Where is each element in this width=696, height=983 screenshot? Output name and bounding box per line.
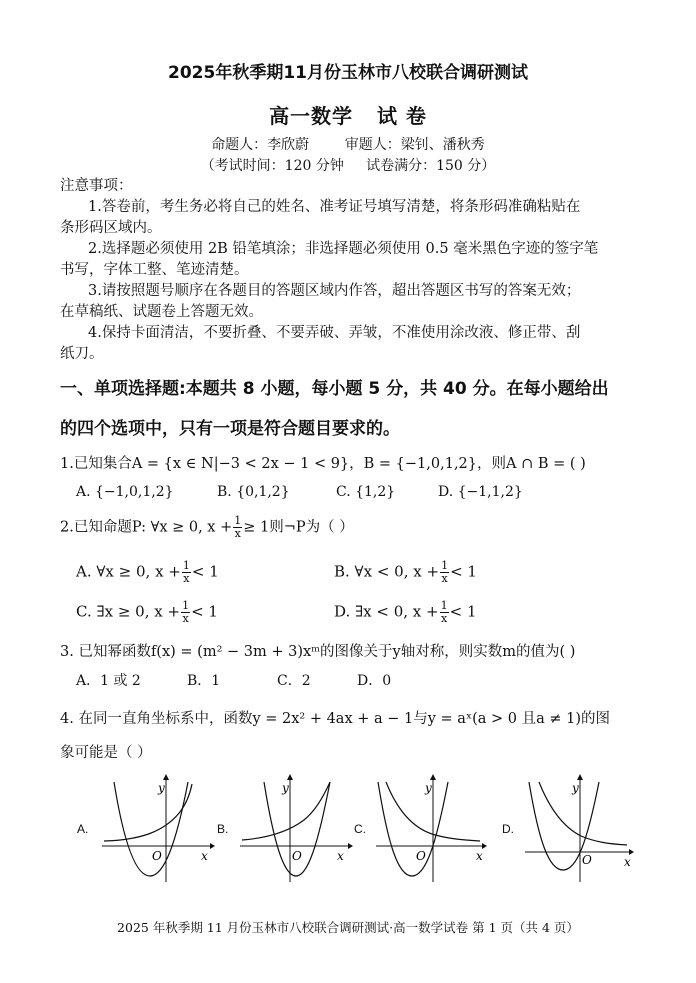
- note-item: 4.保持卡面清洁，不要折叠、不要弄破、弄皱，不准使用涂改液、修正带、刮 纸刀。: [60, 325, 581, 362]
- graph-label-a: A.: [77, 822, 89, 836]
- origin-label: O: [582, 853, 592, 867]
- parabola-curve: [114, 782, 188, 876]
- y-axis-arrow: [163, 774, 169, 780]
- exam-title: 2025年秋季期11月份玉林市八校联合调研测试: [168, 63, 528, 83]
- question-1-stem: 1.已知集合A = {x ∈ N|−3 < 2x − 1 < 9}，B = {−1,0,1,2}，则A ∩ B = ( ): [60, 456, 586, 472]
- question-1-option-b: B. {0,1,2}: [217, 484, 290, 500]
- note-item: 1.答卷前，考生务必将自己的姓名、准考证号填写清楚，将条形码准确粘贴在 条形码区域内。: [60, 199, 581, 236]
- origin-label: O: [152, 849, 162, 863]
- y-axis-label: y: [572, 781, 579, 795]
- exam-info-line: （考试时间：120 分钟 试卷满分：150 分）: [200, 158, 496, 174]
- question-3-stem: 3. 已知幂函数f(x) = (m² − 3m + 3)xᵐ的图像关于y轴对称，则实数m的值为( ): [60, 644, 576, 660]
- question-3-option-d: D．0: [357, 673, 392, 689]
- x-axis-label: x: [624, 855, 631, 869]
- page-footer: 2025 年秋季期 11 月份玉林市八校联合调研测试·高一数学试卷 第 1 页（共 4 页）: [117, 920, 579, 935]
- y-axis-arrow: [287, 774, 293, 780]
- notes-list: [60, 197, 650, 365]
- graph-b: [238, 772, 353, 884]
- question-2-option-a: A. ∀x ≥ 0, x + $\frac{1}{x}$ < 1: [76, 559, 219, 585]
- question-3-option-a: A．1 或 2: [76, 673, 141, 689]
- graph-label-c: C.: [354, 822, 366, 836]
- exam-subtitle: 高一数学 试 卷: [269, 104, 427, 128]
- question-3-option-b: B．1: [187, 673, 221, 689]
- question-2-stem: 2.已知命题P: ∀x ≥ 0, x + $\frac{1}{x}$ ≥ 1则¬P为（ ）: [60, 514, 354, 540]
- x-axis-arrow: [210, 843, 215, 849]
- section-heading-line2: 的四个选项中，只有一项是符合题目要求的。: [60, 419, 400, 439]
- x-axis-arrow: [348, 843, 353, 849]
- question-4-stem-line2: 象可能是（ ）: [60, 745, 152, 761]
- y-axis-label: y: [158, 781, 165, 795]
- note-item: 3.请按照题号顺序在各题目的答题区域内作答，超出答题区书写的答案无效； 在草稿纸、试题卷上答题无效。: [60, 283, 581, 320]
- question-2-option-d: D. ∃x < 0, x + $\frac{1}{x}$ < 1: [334, 599, 477, 625]
- y-axis-label: y: [282, 781, 289, 795]
- graph-label-b: B.: [217, 822, 229, 836]
- authors-line: 命题人：李欣蔚 审题人：梁钊、潘秋秀: [211, 137, 485, 153]
- question-1-option-c: C. {1,2}: [336, 484, 396, 500]
- y-axis-label: y: [425, 781, 432, 795]
- note-item: 2.选择题必须使用 2B 铅笔填涂；非选择题必须使用 0.5 毫米黑色字迹的签字笔 书写，字体工整、笔迹清楚。: [60, 241, 599, 278]
- x-axis-label: x: [337, 849, 344, 863]
- graph-label-d: D.: [502, 822, 514, 836]
- x-axis-label: x: [201, 849, 208, 863]
- y-axis-arrow: [430, 774, 436, 780]
- question-2-option-b: B. ∀x < 0, x + $\frac{1}{x}$ < 1: [334, 559, 477, 585]
- x-axis-label: x: [476, 849, 483, 863]
- graph-a: [100, 772, 215, 884]
- graph-c: [374, 772, 489, 884]
- exponential-curve: [539, 782, 627, 845]
- notes-heading: 注意事项：: [60, 178, 133, 194]
- y-axis-arrow: [577, 774, 583, 780]
- parabola-curve: [378, 782, 448, 876]
- graph-d: [523, 772, 638, 884]
- origin-label: O: [292, 849, 302, 863]
- origin-label: O: [416, 849, 426, 863]
- question-2-option-c: C. ∃x ≥ 0, x + $\frac{1}{x}$ < 1: [76, 599, 218, 625]
- question-1-option-a: A. {−1,0,1,2}: [76, 484, 174, 500]
- question-4-stem-line1: 4. 在同一直角坐标系中，函数y = 2x² + 4ax + a − 1与y = aˣ(a > 0 且a ≠ 1)的图: [60, 711, 610, 727]
- question-1-option-d: D. {−1,1,2}: [438, 484, 523, 500]
- exponential-curve: [104, 784, 192, 841]
- section-heading-line1: 一、单项选择题:本题共 8 小题，每小题 5 分，共 40 分。在每小题给出: [60, 379, 609, 399]
- fraction: $\frac{1}{x}$: [234, 514, 242, 540]
- question-3-option-c: C．2: [277, 673, 311, 689]
